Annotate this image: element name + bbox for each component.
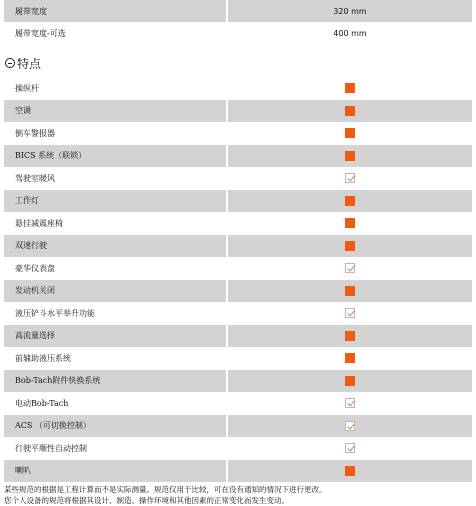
footnote-line: 您个人设备的规范将根据其设计、制造、操作环境和其他因素的正常变化而发生变动。: [4, 496, 289, 505]
feature-row: [4, 437, 472, 460]
footnote: [0, 484, 476, 506]
feature-mark-cell: [227, 460, 472, 483]
feature-row: [4, 212, 472, 235]
features-table: [4, 77, 472, 482]
spec-label: 履带宽度: [4, 0, 227, 22]
feature-row: [4, 145, 472, 168]
feature-mark-cell: [227, 347, 472, 370]
feature-row: [4, 460, 472, 483]
feature-label: 双速行驶: [4, 235, 227, 258]
feature-label: 喇叭: [4, 460, 227, 483]
feature-label: BICS 系统（联锁）: [4, 145, 227, 168]
feature-mark-cell: [227, 167, 472, 190]
feature-label: 前辅助液压系统: [15, 353, 71, 363]
feature-mark-cell: [227, 122, 472, 145]
standard-square-icon: [345, 151, 355, 161]
standard-square-icon: [345, 106, 355, 116]
standard-square-icon: [345, 376, 355, 386]
feature-label: ACS （可切换控制）: [4, 415, 227, 438]
feature-row: [4, 190, 472, 213]
feature-label: 行驶平顺性自动控制: [15, 443, 87, 453]
feature-label: 电动Bob-Tach: [15, 398, 69, 408]
feature-mark-cell: [227, 190, 472, 213]
standard-square-icon: [345, 353, 355, 363]
feature-row: [4, 415, 472, 438]
standard-square-icon: [345, 331, 355, 341]
optional-check-icon: [345, 443, 355, 453]
feature-mark-cell: [227, 100, 472, 123]
feature-mark-cell: [227, 145, 472, 168]
optional-check-icon: [345, 173, 355, 183]
optional-check-icon: [345, 398, 355, 408]
feature-label: Bob-Tach附件快换系统: [4, 370, 227, 393]
feature-mark-cell: [227, 415, 472, 438]
spec-row: [4, 22, 472, 44]
feature-row: [4, 302, 472, 325]
standard-square-icon: [345, 466, 355, 476]
spec-value: 400 mm: [227, 22, 472, 44]
feature-row: [4, 100, 472, 123]
standard-square-icon: [345, 83, 355, 93]
feature-mark-cell: [227, 302, 472, 325]
feature-label: 悬挂减震座椅: [15, 218, 63, 228]
feature-label: 高流量选择: [4, 325, 227, 348]
feature-label: 空调: [4, 100, 227, 123]
feature-row: [4, 280, 472, 303]
feature-row: [4, 370, 472, 393]
feature-row: [4, 392, 472, 415]
feature-label: 液压铲斗水平举升功能: [15, 308, 95, 318]
features-title: 特点: [17, 56, 42, 71]
optional-check-icon: [345, 421, 355, 431]
features-section-toggle[interactable]: [0, 49, 476, 77]
standard-square-icon: [345, 196, 355, 206]
feature-mark-cell: [227, 257, 472, 280]
feature-label: 工作灯: [4, 190, 227, 213]
feature-label: 驾驶室暖风: [15, 173, 55, 183]
standard-square-icon: [345, 128, 355, 138]
feature-row: [4, 122, 472, 145]
feature-mark-cell: [227, 235, 472, 258]
feature-mark-cell: [227, 212, 472, 235]
feature-mark-cell: [227, 392, 472, 415]
feature-row: [4, 167, 472, 190]
spec-row: [4, 0, 472, 22]
spec-table: [4, 0, 472, 44]
optional-check-icon: [345, 263, 355, 273]
feature-label: 发动机关闭: [4, 280, 227, 303]
optional-check-icon: [345, 308, 355, 318]
feature-row: [4, 347, 472, 370]
footnote-line: 某些规范的根据是工程计算而不是实际测量。规范仅用于比较，可在没有通知的情况下进行更改。: [4, 485, 327, 494]
standard-square-icon: [345, 241, 355, 251]
standard-square-icon: [345, 218, 355, 228]
spec-value: 320 mm: [227, 0, 472, 22]
feature-label: 操纵杆: [15, 83, 39, 93]
feature-row: [4, 77, 472, 100]
feature-mark-cell: [227, 370, 472, 393]
feature-mark-cell: [227, 325, 472, 348]
feature-label: 倒车警报器: [15, 128, 55, 138]
spec-label: 履带宽度-可选: [15, 28, 66, 38]
feature-mark-cell: [227, 77, 472, 100]
standard-square-icon: [345, 286, 355, 296]
feature-row: [4, 235, 472, 258]
feature-row: [4, 325, 472, 348]
collapse-icon[interactable]: [5, 58, 15, 68]
feature-label: 豪华仪表盘: [15, 263, 55, 273]
feature-mark-cell: [227, 437, 472, 460]
feature-mark-cell: [227, 280, 472, 303]
feature-row: [4, 257, 472, 280]
